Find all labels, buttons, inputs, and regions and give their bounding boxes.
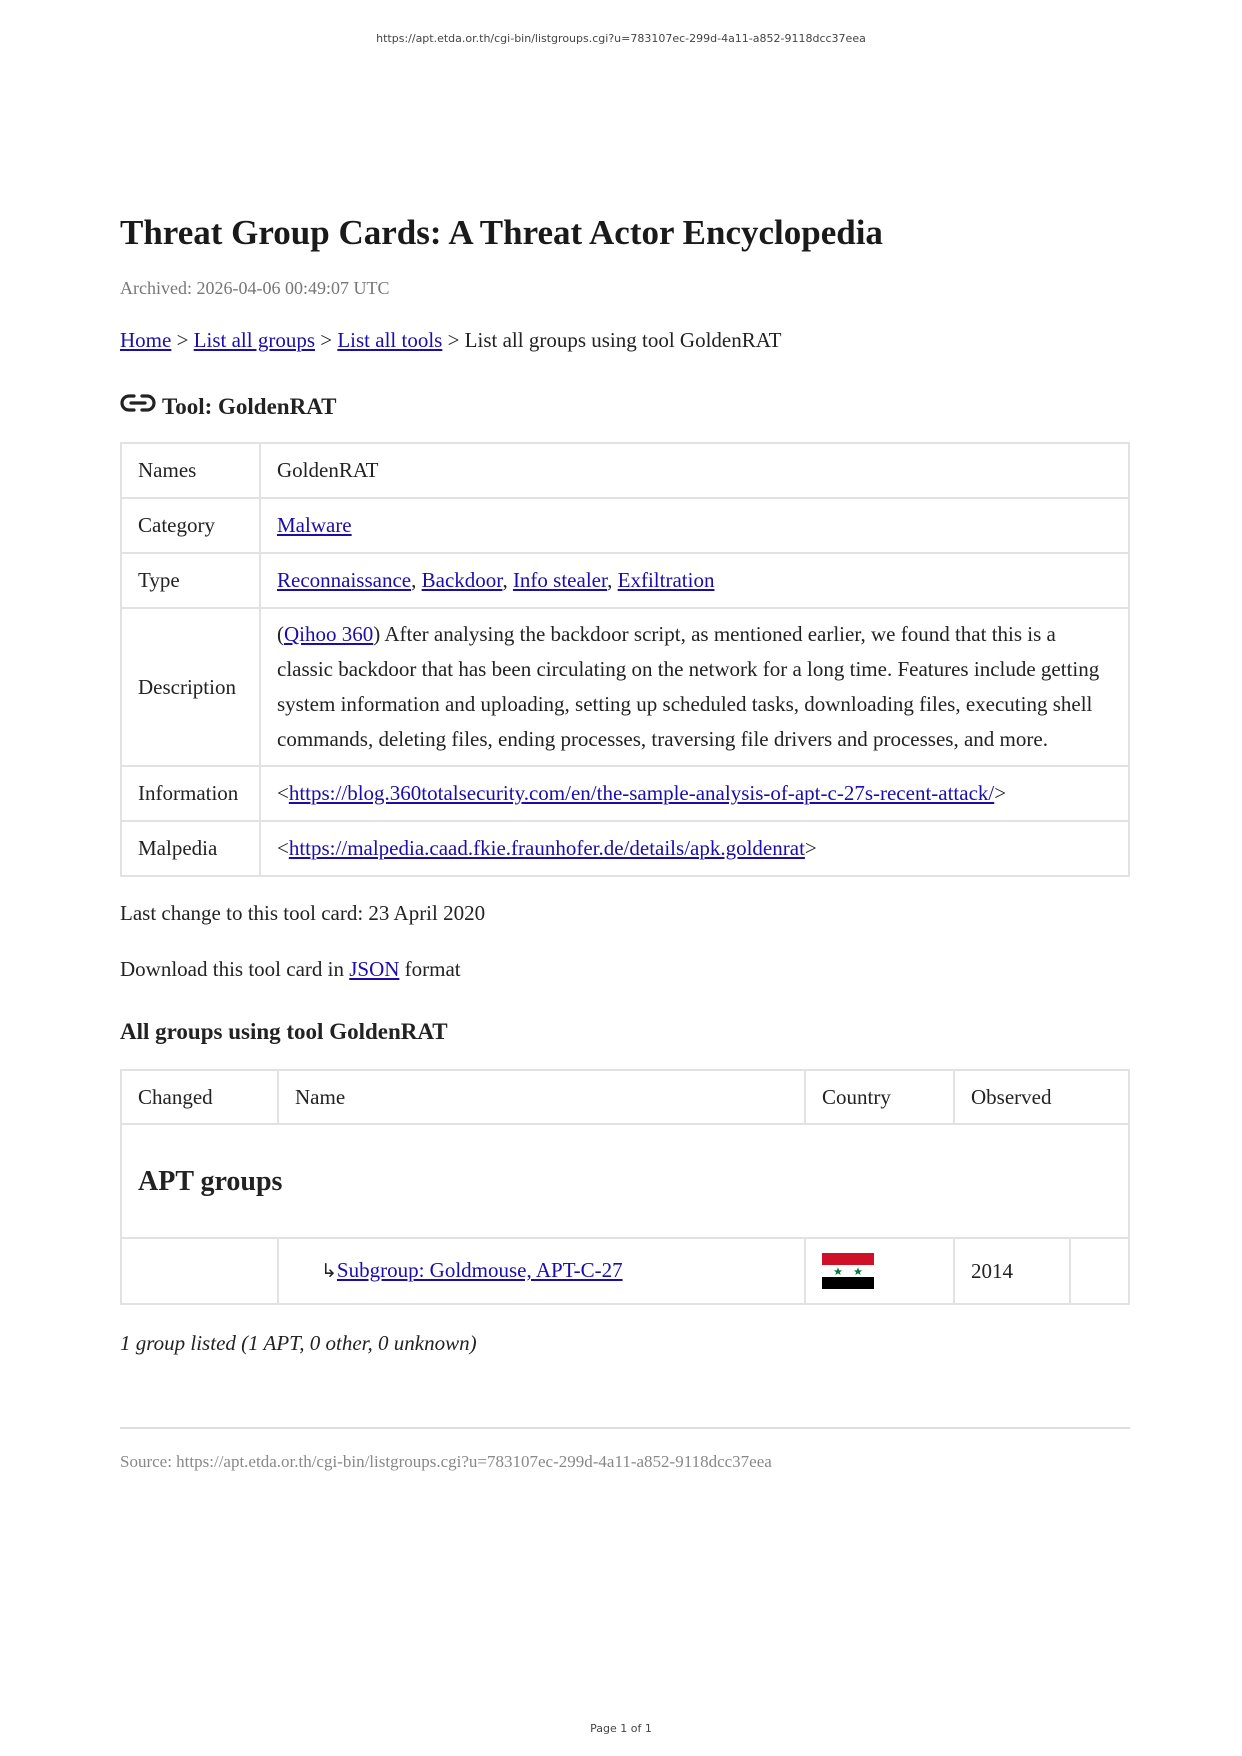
section-title-apt-groups: APT groups <box>121 1124 1129 1238</box>
angle-open: < <box>277 781 289 805</box>
table-row <box>121 443 1129 498</box>
empty-cell <box>1070 1238 1129 1304</box>
page-number: Page 1 of 1 <box>590 1722 652 1735</box>
table-row <box>121 1238 1129 1304</box>
observed-cell: 2014 <box>954 1238 1070 1304</box>
name-cell <box>278 1238 805 1304</box>
information-url-link[interactable]: https://blog.360totalsecurity.com/en/the-sample-analysis-of-apt-c-27s-recent-attack/ <box>288 781 995 805</box>
source-url: Source: https://apt.etda.or.th/cgi-bin/listgroups.cgi?u=783107ec-299d-4a11-a852-9118dcc37eea <box>120 1452 772 1471</box>
column-header-name: Name <box>278 1070 805 1124</box>
link-icon <box>120 390 156 416</box>
type-exfiltration-link[interactable]: Exfiltration <box>617 568 715 592</box>
breadcrumb-list-groups-link[interactable]: List all groups <box>193 328 315 352</box>
breadcrumb <box>120 326 1130 354</box>
groups-summary: 1 group listed (1 APT, 0 other, 0 unknown) <box>120 1331 477 1355</box>
breadcrumb-separator: > <box>315 328 338 352</box>
column-header-country: Country <box>805 1070 954 1124</box>
download-json-link[interactable]: JSON <box>349 957 400 981</box>
malpedia-cell <box>260 821 1129 876</box>
type-reconnaissance-link[interactable]: Reconnaissance <box>277 568 412 592</box>
category-label: Category <box>121 498 260 553</box>
tool-heading <box>120 390 1130 422</box>
divider <box>120 1427 1130 1429</box>
information-cell <box>260 766 1129 821</box>
tool-heading-text: Tool: GoldenRAT <box>162 394 337 419</box>
download-prefix: Download this tool card in <box>120 957 350 981</box>
type-label: Type <box>121 553 260 608</box>
description-cell <box>260 608 1129 766</box>
breadcrumb-current: > List all groups using tool GoldenRAT <box>442 328 782 352</box>
description-text: ) After analysing the backdoor script, as mentioned earlier, we found that this is a classic backdoor that has been circulating on the network for a long time. Features include getting system information and uploading, setting up scheduled tasks, downloading files, executing shell commands, deleting files, ending processes, traversing file drivers and processes, and more. <box>277 622 1100 751</box>
type-info-stealer-link[interactable]: Info stealer <box>512 568 608 592</box>
category-malware-link[interactable]: Malware <box>277 513 352 537</box>
type-separator: , <box>411 568 422 592</box>
type-separator: , <box>502 568 513 592</box>
angle-close: > <box>994 781 1007 805</box>
tool-info-table <box>120 442 1130 877</box>
malpedia-url-link[interactable]: https://malpedia.caad.fkie.fraunhofer.de/details/apk.goldenrat <box>288 836 805 860</box>
names-value: GoldenRAT <box>260 443 1129 498</box>
download-suffix: format <box>399 957 461 981</box>
column-header-observed: Observed <box>954 1070 1129 1124</box>
type-backdoor-link[interactable]: Backdoor <box>421 568 503 592</box>
changed-cell <box>121 1238 278 1304</box>
names-label: Names <box>121 443 260 498</box>
type-cell <box>260 553 1129 608</box>
section-row <box>121 1124 1129 1238</box>
type-separator: , <box>607 568 618 592</box>
table-row <box>121 766 1129 821</box>
groups-heading: All groups using tool GoldenRAT <box>120 1019 448 1044</box>
country-cell <box>805 1238 954 1304</box>
category-cell <box>260 498 1129 553</box>
table-row <box>121 608 1129 766</box>
table-row <box>121 498 1129 553</box>
angle-close: > <box>804 836 817 860</box>
table-header-row <box>121 1070 1129 1124</box>
breadcrumb-list-tools-link[interactable]: List all tools <box>337 328 443 352</box>
page-title: Threat Group Cards: A Threat Actor Encyclopedia <box>120 213 883 252</box>
malpedia-label: Malpedia <box>121 821 260 876</box>
groups-table <box>120 1069 1130 1305</box>
information-label: Information <box>121 766 260 821</box>
table-row <box>121 821 1129 876</box>
column-header-changed: Changed <box>121 1070 278 1124</box>
description-source-link[interactable]: Qihoo 360 <box>284 622 374 646</box>
print-header-url: https://apt.etda.or.th/cgi-bin/listgroups.cgi?u=783107ec-299d-4a11-a852-9118dcc37eea <box>376 32 866 45</box>
subgroup-goldmouse-link[interactable]: Subgroup: Goldmouse, APT-C-27 <box>336 1258 623 1282</box>
archived-timestamp: Archived: 2026-04-06 00:49:07 UTC <box>120 278 390 298</box>
description-open-paren: ( <box>277 622 284 646</box>
description-label: Description <box>121 608 260 766</box>
table-row <box>121 553 1129 608</box>
angle-open: < <box>277 836 289 860</box>
subgroup-arrow-icon: ↳ <box>321 1260 337 1282</box>
download-line <box>120 955 1130 983</box>
breadcrumb-separator: > <box>171 328 194 352</box>
breadcrumb-home-link[interactable]: Home <box>120 328 172 352</box>
last-change-text: Last change to this tool card: 23 April 2020 <box>120 901 486 925</box>
main-content <box>120 210 1130 1473</box>
syria-flag-icon <box>822 1253 874 1289</box>
